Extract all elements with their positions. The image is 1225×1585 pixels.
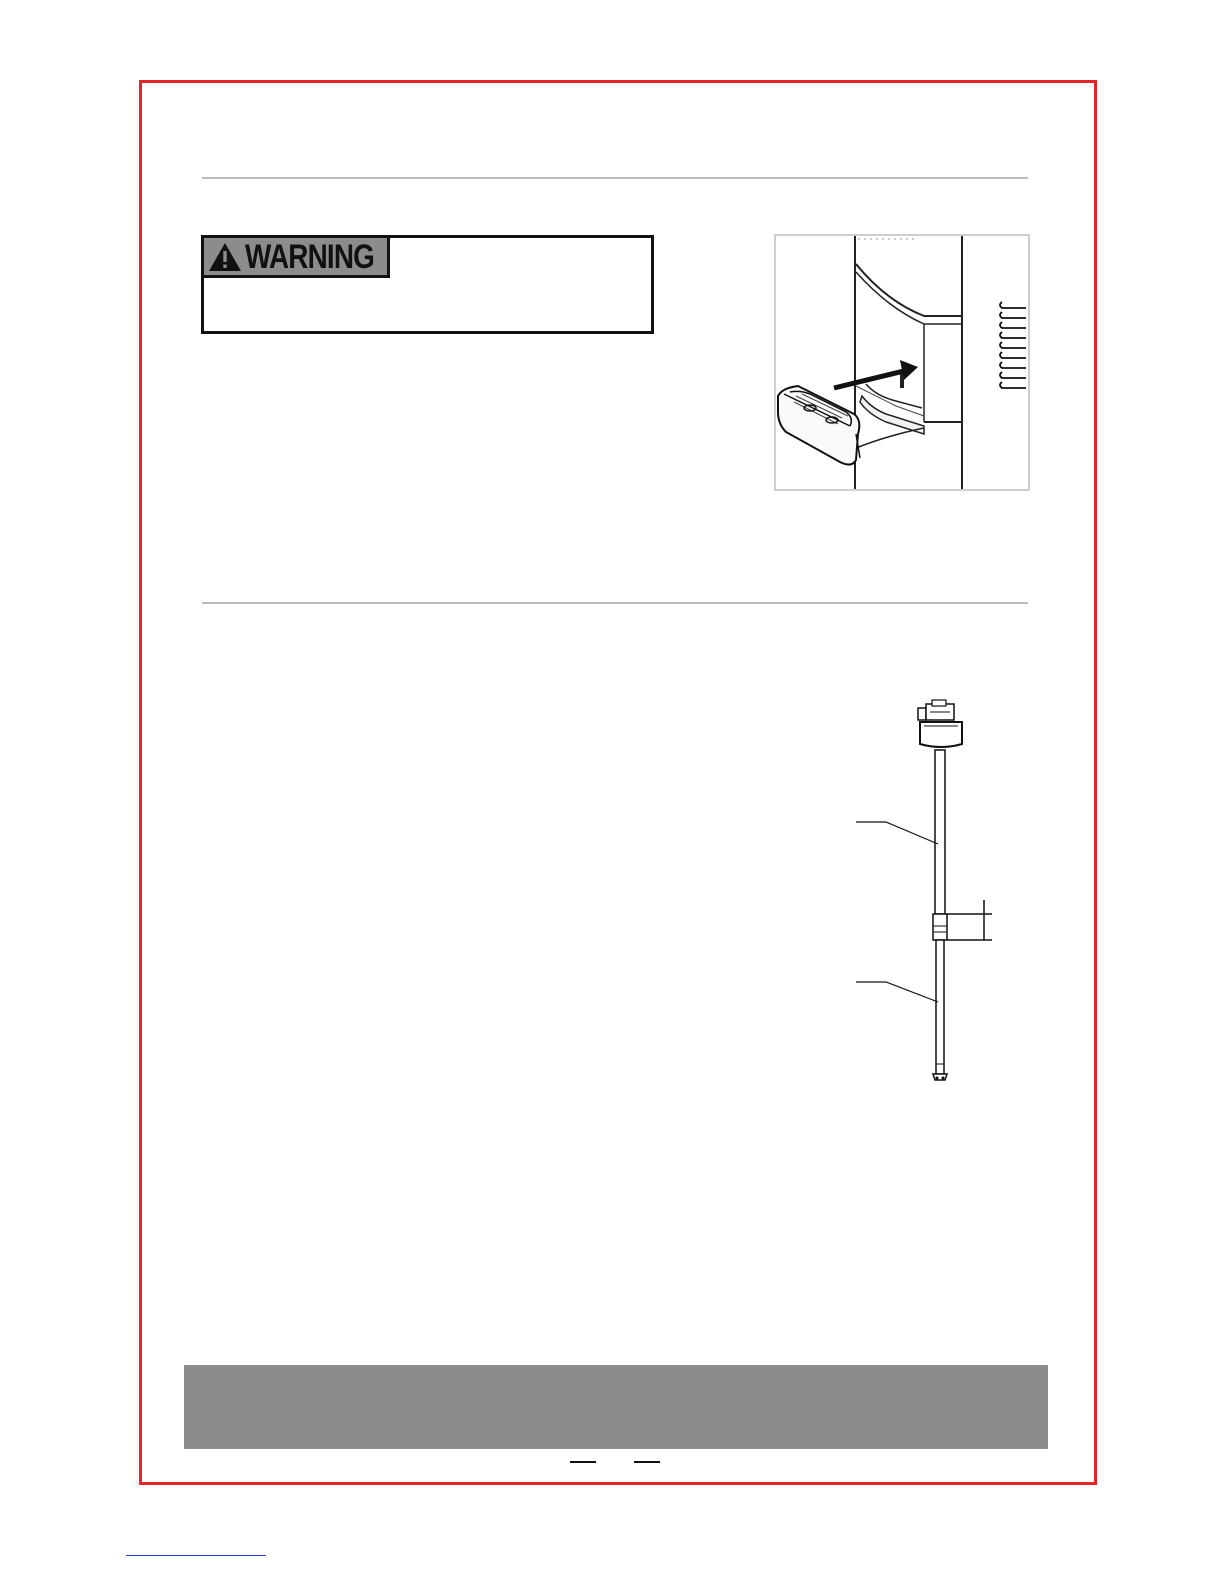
drip-tray-illustration: [774, 234, 1030, 491]
warning-box: [201, 235, 654, 334]
warning-label: [204, 238, 390, 278]
section-divider-middle: [202, 602, 1028, 604]
warning-text: WARNING: [245, 237, 375, 276]
page-number-right-mark: [634, 1461, 660, 1463]
link-underline[interactable]: [126, 1555, 266, 1556]
warning-triangle-icon: [208, 242, 242, 272]
page-number-left-mark: [570, 1461, 596, 1463]
probe-tube-illustration: [840, 694, 1000, 1090]
footer-bar: [184, 1365, 1048, 1449]
section-divider-top: [202, 177, 1028, 179]
